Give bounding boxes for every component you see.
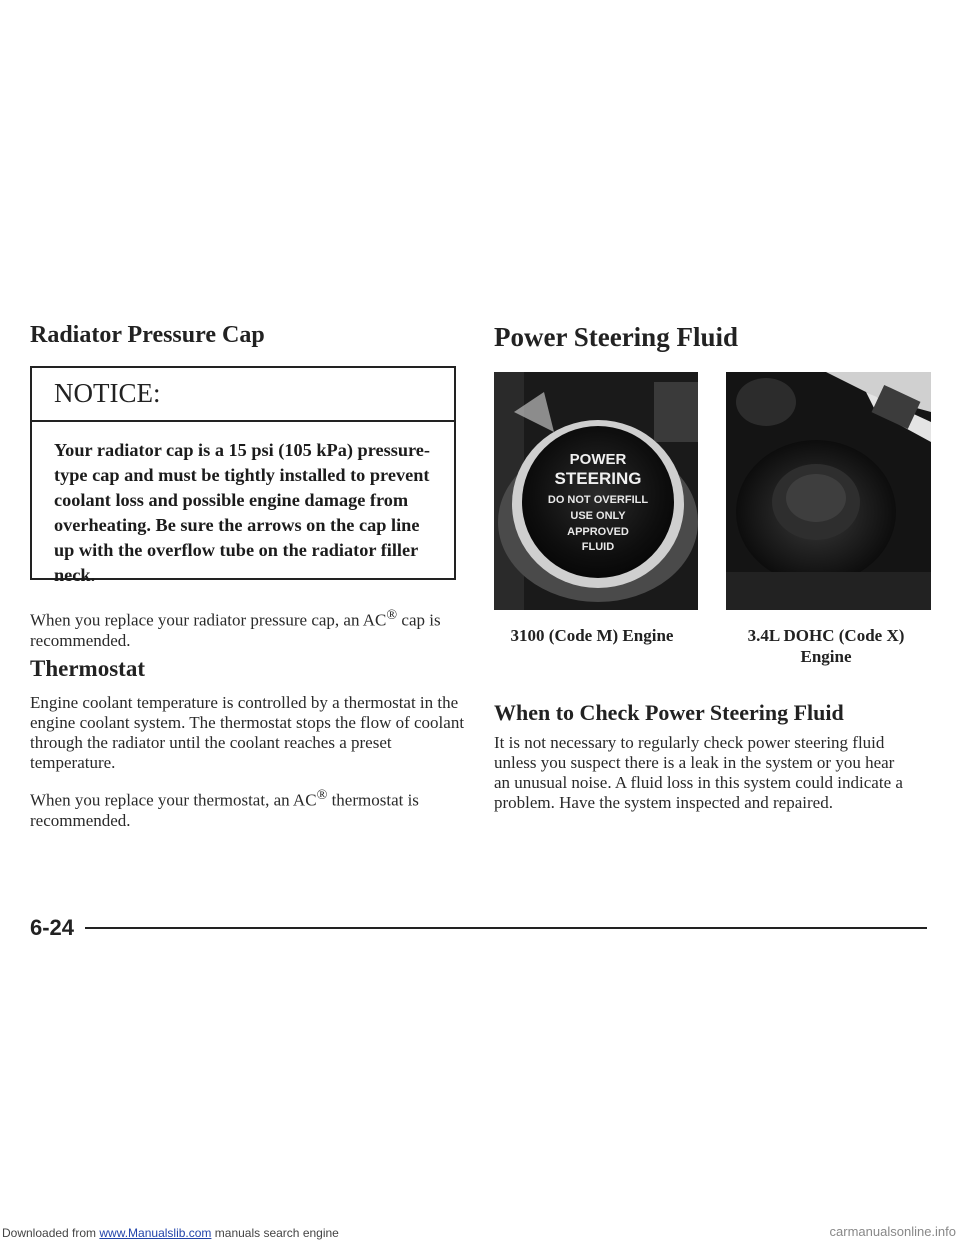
caption-line: 3.4L DOHC (Code X) xyxy=(747,626,905,645)
registered-mark: ® xyxy=(316,787,328,803)
caption-line: Engine xyxy=(800,647,852,666)
paragraph-when-to-check: It is not necessary to regularly check power steering fluid unless you suspect there is a leak in the system or you hear an unusual noise. A fluid loss in this system could indicate a problem. Have the system inspected and repaired. xyxy=(494,733,903,812)
registered-mark: ® xyxy=(386,607,398,623)
paragraph-radiator-cap xyxy=(30,605,460,651)
section-title-thermostat: Thermostat xyxy=(30,656,145,681)
text-fragment: When you replace your radiator pressure cap, an AC xyxy=(30,610,387,630)
photo-caption-34l xyxy=(726,625,926,667)
section-title-when-to-check: When to Check Power Steering Fluid xyxy=(494,700,844,725)
cap-label: FLUID xyxy=(581,541,615,553)
photo-caption-3100: 3100 (Code M) Engine xyxy=(510,626,674,645)
notice-box xyxy=(30,366,456,585)
text-fragment: When you replace your thermostat, an AC xyxy=(30,790,317,810)
manualslib-link[interactable]: www.Manualslib.com xyxy=(99,1226,212,1240)
cap-label: STEERING xyxy=(554,469,642,488)
paragraph-thermostat: Engine coolant temperature is controlled by a thermostat in the engine coolant system. The thermostat stops the flow of coolant through the radiator until the coolant reaches a preset temperature. xyxy=(30,693,465,772)
section-title-radiator-cap: Radiator Pressure Cap xyxy=(30,322,265,348)
paragraph-thermostat-replace xyxy=(30,785,470,831)
page-number: 6-24 xyxy=(30,915,75,940)
reservoir-cap-photo xyxy=(726,372,931,610)
footer-prefix: Downloaded from xyxy=(2,1226,100,1240)
cap-photo-drawing xyxy=(494,372,698,610)
cap-label: USE ONLY xyxy=(570,510,626,522)
download-footer xyxy=(2,1226,339,1240)
section-title-power-steering: Power Steering Fluid xyxy=(494,322,738,352)
text-fragment: thermostat is recommended. xyxy=(30,790,419,830)
power-steering-cap-photo xyxy=(494,372,698,610)
notice-heading: NOTICE: xyxy=(32,368,454,422)
cap-label: APPROVED xyxy=(567,526,629,538)
notice-body: Your radiator cap is a 15 psi (105 kPa) pressure-type cap and must be tightly installed to prevent coolant loss and possible engine damage from overheating. Be sure the arrows on the cap line up with the overflow tube on the radiator filler neck. xyxy=(54,440,430,585)
footer-suffix: manuals search engine xyxy=(211,1226,339,1240)
cap-label: POWER xyxy=(569,451,627,468)
text-fragment: cap is recommended. xyxy=(30,610,441,650)
page-rule-divider xyxy=(85,927,927,929)
watermark-text: carmanualsonline.info xyxy=(829,1224,956,1239)
reservoir-photo-drawing xyxy=(726,372,931,610)
cap-label: DO NOT OVERFILL xyxy=(547,494,649,506)
